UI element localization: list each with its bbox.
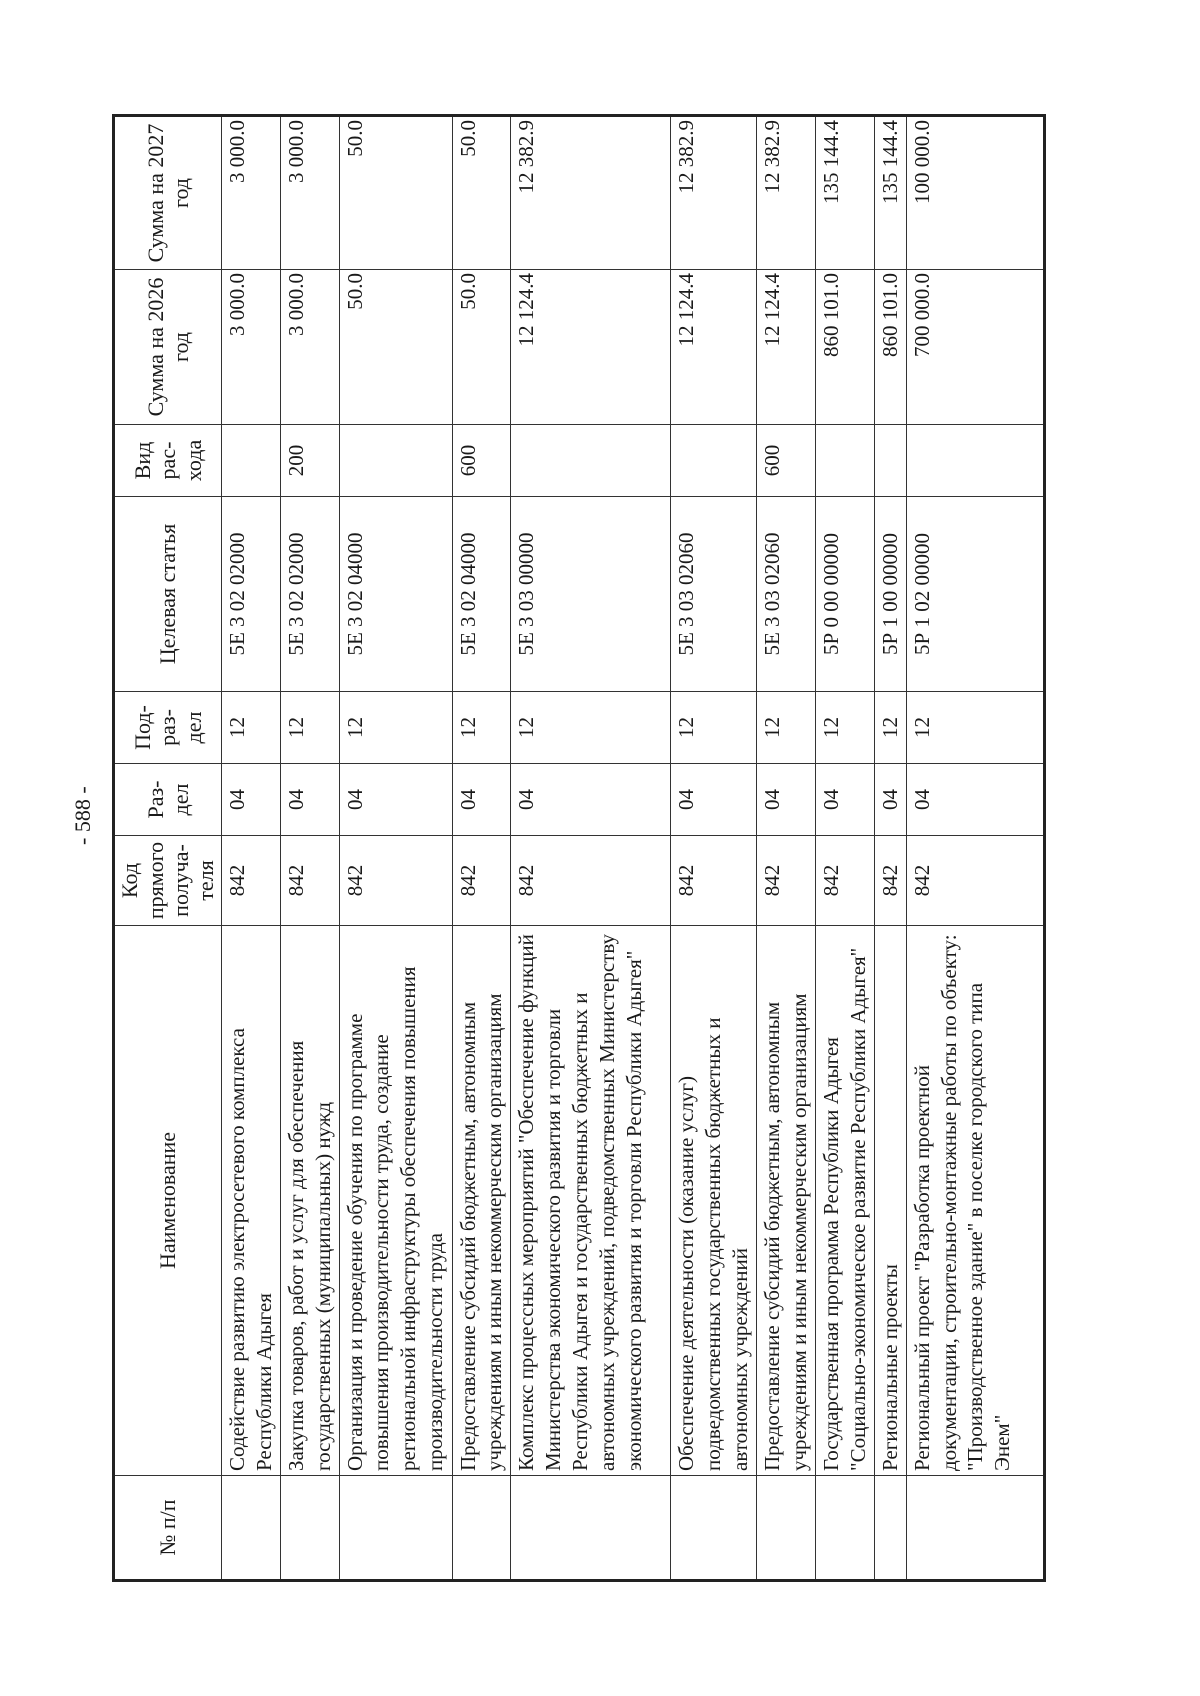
cell-subsection: 12: [906, 692, 1044, 764]
cell-target-article: 5Е 3 02 04000: [452, 497, 511, 692]
cell-sum-2026: 3 000.0: [222, 270, 281, 425]
header-row: [114, 116, 222, 1581]
cell-sum-2027: 50.0: [339, 116, 452, 270]
cell-expense-type: [906, 425, 1044, 497]
cell-section: 04: [757, 764, 816, 836]
col-header-sum-2027: Сумма на 2027 год: [114, 116, 222, 270]
cell-recipient-code: 842: [339, 836, 452, 926]
cell-target-article: 5Е 3 02 02000: [222, 497, 281, 692]
cell-no: [906, 1476, 1044, 1581]
cell-recipient-code: 842: [280, 836, 339, 926]
col-header-no: № п/п: [114, 1476, 222, 1581]
cell-name: Региональный проект "Разработка проектной документации, строительно-монтажные работы по объекту: "Производственное здание" в поселке городского типа Энем": [906, 926, 1044, 1476]
cell-recipient-code: 842: [816, 836, 875, 926]
cell-sum-2026: 50.0: [452, 270, 511, 425]
table-row: [339, 116, 452, 1581]
col-header-subsection: Под-раз-дел: [114, 692, 222, 764]
cell-sum-2026: 860 101.0: [816, 270, 875, 425]
cell-section: 04: [874, 764, 906, 836]
cell-sum-2027: 12 382.9: [671, 116, 757, 270]
cell-name: Региональные проекты: [874, 926, 906, 1476]
cell-expense-type: [222, 425, 281, 497]
cell-target-article: 5Р 1 02 00000: [906, 497, 1044, 692]
cell-name: Комплекс процессных мероприятий "Обеспечение функций Министерства экономического развития и торговли Республики Адыгея и государственных бюджетных и автономных учреждений, подведомственных Министерству экономического развития и торговли Республики Адыгея": [511, 926, 671, 1476]
table-row: [816, 116, 875, 1581]
cell-no: [452, 1476, 511, 1581]
cell-section: 04: [222, 764, 281, 836]
cell-recipient-code: 842: [874, 836, 906, 926]
cell-target-article: 5Е 3 02 04000: [339, 497, 452, 692]
cell-target-article: 5Е 3 03 00000: [511, 497, 671, 692]
cell-section: 04: [671, 764, 757, 836]
cell-sum-2026: 12 124.4: [757, 270, 816, 425]
cell-name: Обеспечение деятельности (оказание услуг) подведомственных государственных бюджетных и автономных учреждений: [671, 926, 757, 1476]
cell-recipient-code: 842: [452, 836, 511, 926]
cell-expense-type: 200: [280, 425, 339, 497]
cell-subsection: 12: [874, 692, 906, 764]
cell-section: 04: [452, 764, 511, 836]
cell-section: 04: [906, 764, 1044, 836]
col-header-sum-2026: Сумма на 2026 год: [114, 270, 222, 425]
cell-expense-type: [339, 425, 452, 497]
cell-name: Предоставление субсидий бюджетным, автономным учреждениям и иным некоммерческим организациям: [452, 926, 511, 1476]
cell-recipient-code: 842: [671, 836, 757, 926]
cell-expense-type: [511, 425, 671, 497]
cell-recipient-code: 842: [757, 836, 816, 926]
table-row: [906, 116, 1044, 1581]
cell-recipient-code: 842: [222, 836, 281, 926]
cell-section: 04: [511, 764, 671, 836]
cell-section: 04: [339, 764, 452, 836]
cell-name: Содействие развитию электросетевого комплекса Республики Адыгея: [222, 926, 281, 1476]
cell-target-article: 5Е 3 03 02060: [671, 497, 757, 692]
budget-table: [112, 114, 1046, 1582]
col-header-expense-type: Вид рас-хода: [114, 425, 222, 497]
cell-name: Предоставление субсидий бюджетным, автономным учреждениям и иным некоммерческим организациям: [757, 926, 816, 1476]
cell-no: [280, 1476, 339, 1581]
table-row: [452, 116, 511, 1581]
cell-no: [222, 1476, 281, 1581]
col-header-target-article: Целевая статья: [114, 497, 222, 692]
table-row: [671, 116, 757, 1581]
cell-target-article: 5Е 3 03 02060: [757, 497, 816, 692]
cell-expense-type: 600: [452, 425, 511, 497]
cell-subsection: 12: [816, 692, 875, 764]
cell-sum-2026: 50.0: [339, 270, 452, 425]
cell-name: Закупка товаров, работ и услуг для обеспечения государственных (муниципальных) нужд: [280, 926, 339, 1476]
cell-recipient-code: 842: [906, 836, 1044, 926]
cell-subsection: 12: [339, 692, 452, 764]
table-row: [757, 116, 816, 1581]
cell-expense-type: 600: [757, 425, 816, 497]
cell-sum-2027: 50.0: [452, 116, 511, 270]
col-header-recipient-code: Код прямого получа-теля: [114, 836, 222, 926]
cell-sum-2027: 100 000.0: [906, 116, 1044, 270]
cell-sum-2027: 135 144.4: [874, 116, 906, 270]
cell-subsection: 12: [280, 692, 339, 764]
cell-no: [757, 1476, 816, 1581]
table-row: [511, 116, 671, 1581]
table-container: [112, 117, 1032, 1582]
cell-sum-2027: 3 000.0: [222, 116, 281, 270]
cell-target-article: 5Р 0 00 00000: [816, 497, 875, 692]
cell-target-article: 5Р 1 00 00000: [874, 497, 906, 692]
table-row: [280, 116, 339, 1581]
cell-subsection: 12: [222, 692, 281, 764]
cell-expense-type: [816, 425, 875, 497]
table-row: [874, 116, 906, 1581]
cell-no: [671, 1476, 757, 1581]
cell-sum-2026: 3 000.0: [280, 270, 339, 425]
cell-subsection: 12: [757, 692, 816, 764]
cell-recipient-code: 842: [511, 836, 671, 926]
cell-sum-2026: 12 124.4: [671, 270, 757, 425]
cell-sum-2026: 700 000.0: [906, 270, 1044, 425]
cell-sum-2027: 12 382.9: [757, 116, 816, 270]
cell-subsection: 12: [452, 692, 511, 764]
cell-sum-2027: 135 144.4: [816, 116, 875, 270]
cell-sum-2027: 3 000.0: [280, 116, 339, 270]
cell-subsection: 12: [511, 692, 671, 764]
cell-no: [874, 1476, 906, 1581]
cell-name: Организация и проведение обучения по программе повышения производительности труда, создание региональной инфраструктуры обеспечения повышения производительности труда: [339, 926, 452, 1476]
cell-target-article: 5Е 3 02 02000: [280, 497, 339, 692]
cell-sum-2027: 12 382.9: [511, 116, 671, 270]
cell-expense-type: [874, 425, 906, 497]
cell-no: [511, 1476, 671, 1581]
page-number: - 588 -: [70, 786, 95, 845]
cell-section: 04: [280, 764, 339, 836]
cell-no: [339, 1476, 452, 1581]
cell-expense-type: [671, 425, 757, 497]
cell-sum-2026: 12 124.4: [511, 270, 671, 425]
col-header-name: Наименование: [114, 926, 222, 1476]
col-header-section: Раз-дел: [114, 764, 222, 836]
cell-no: [816, 1476, 875, 1581]
table-row: [222, 116, 281, 1581]
cell-sum-2026: 860 101.0: [874, 270, 906, 425]
cell-subsection: 12: [671, 692, 757, 764]
cell-section: 04: [816, 764, 875, 836]
cell-name: Государственная программа Республики Адыгея "Социально-экономическое развитие Республики Адыгея": [816, 926, 875, 1476]
